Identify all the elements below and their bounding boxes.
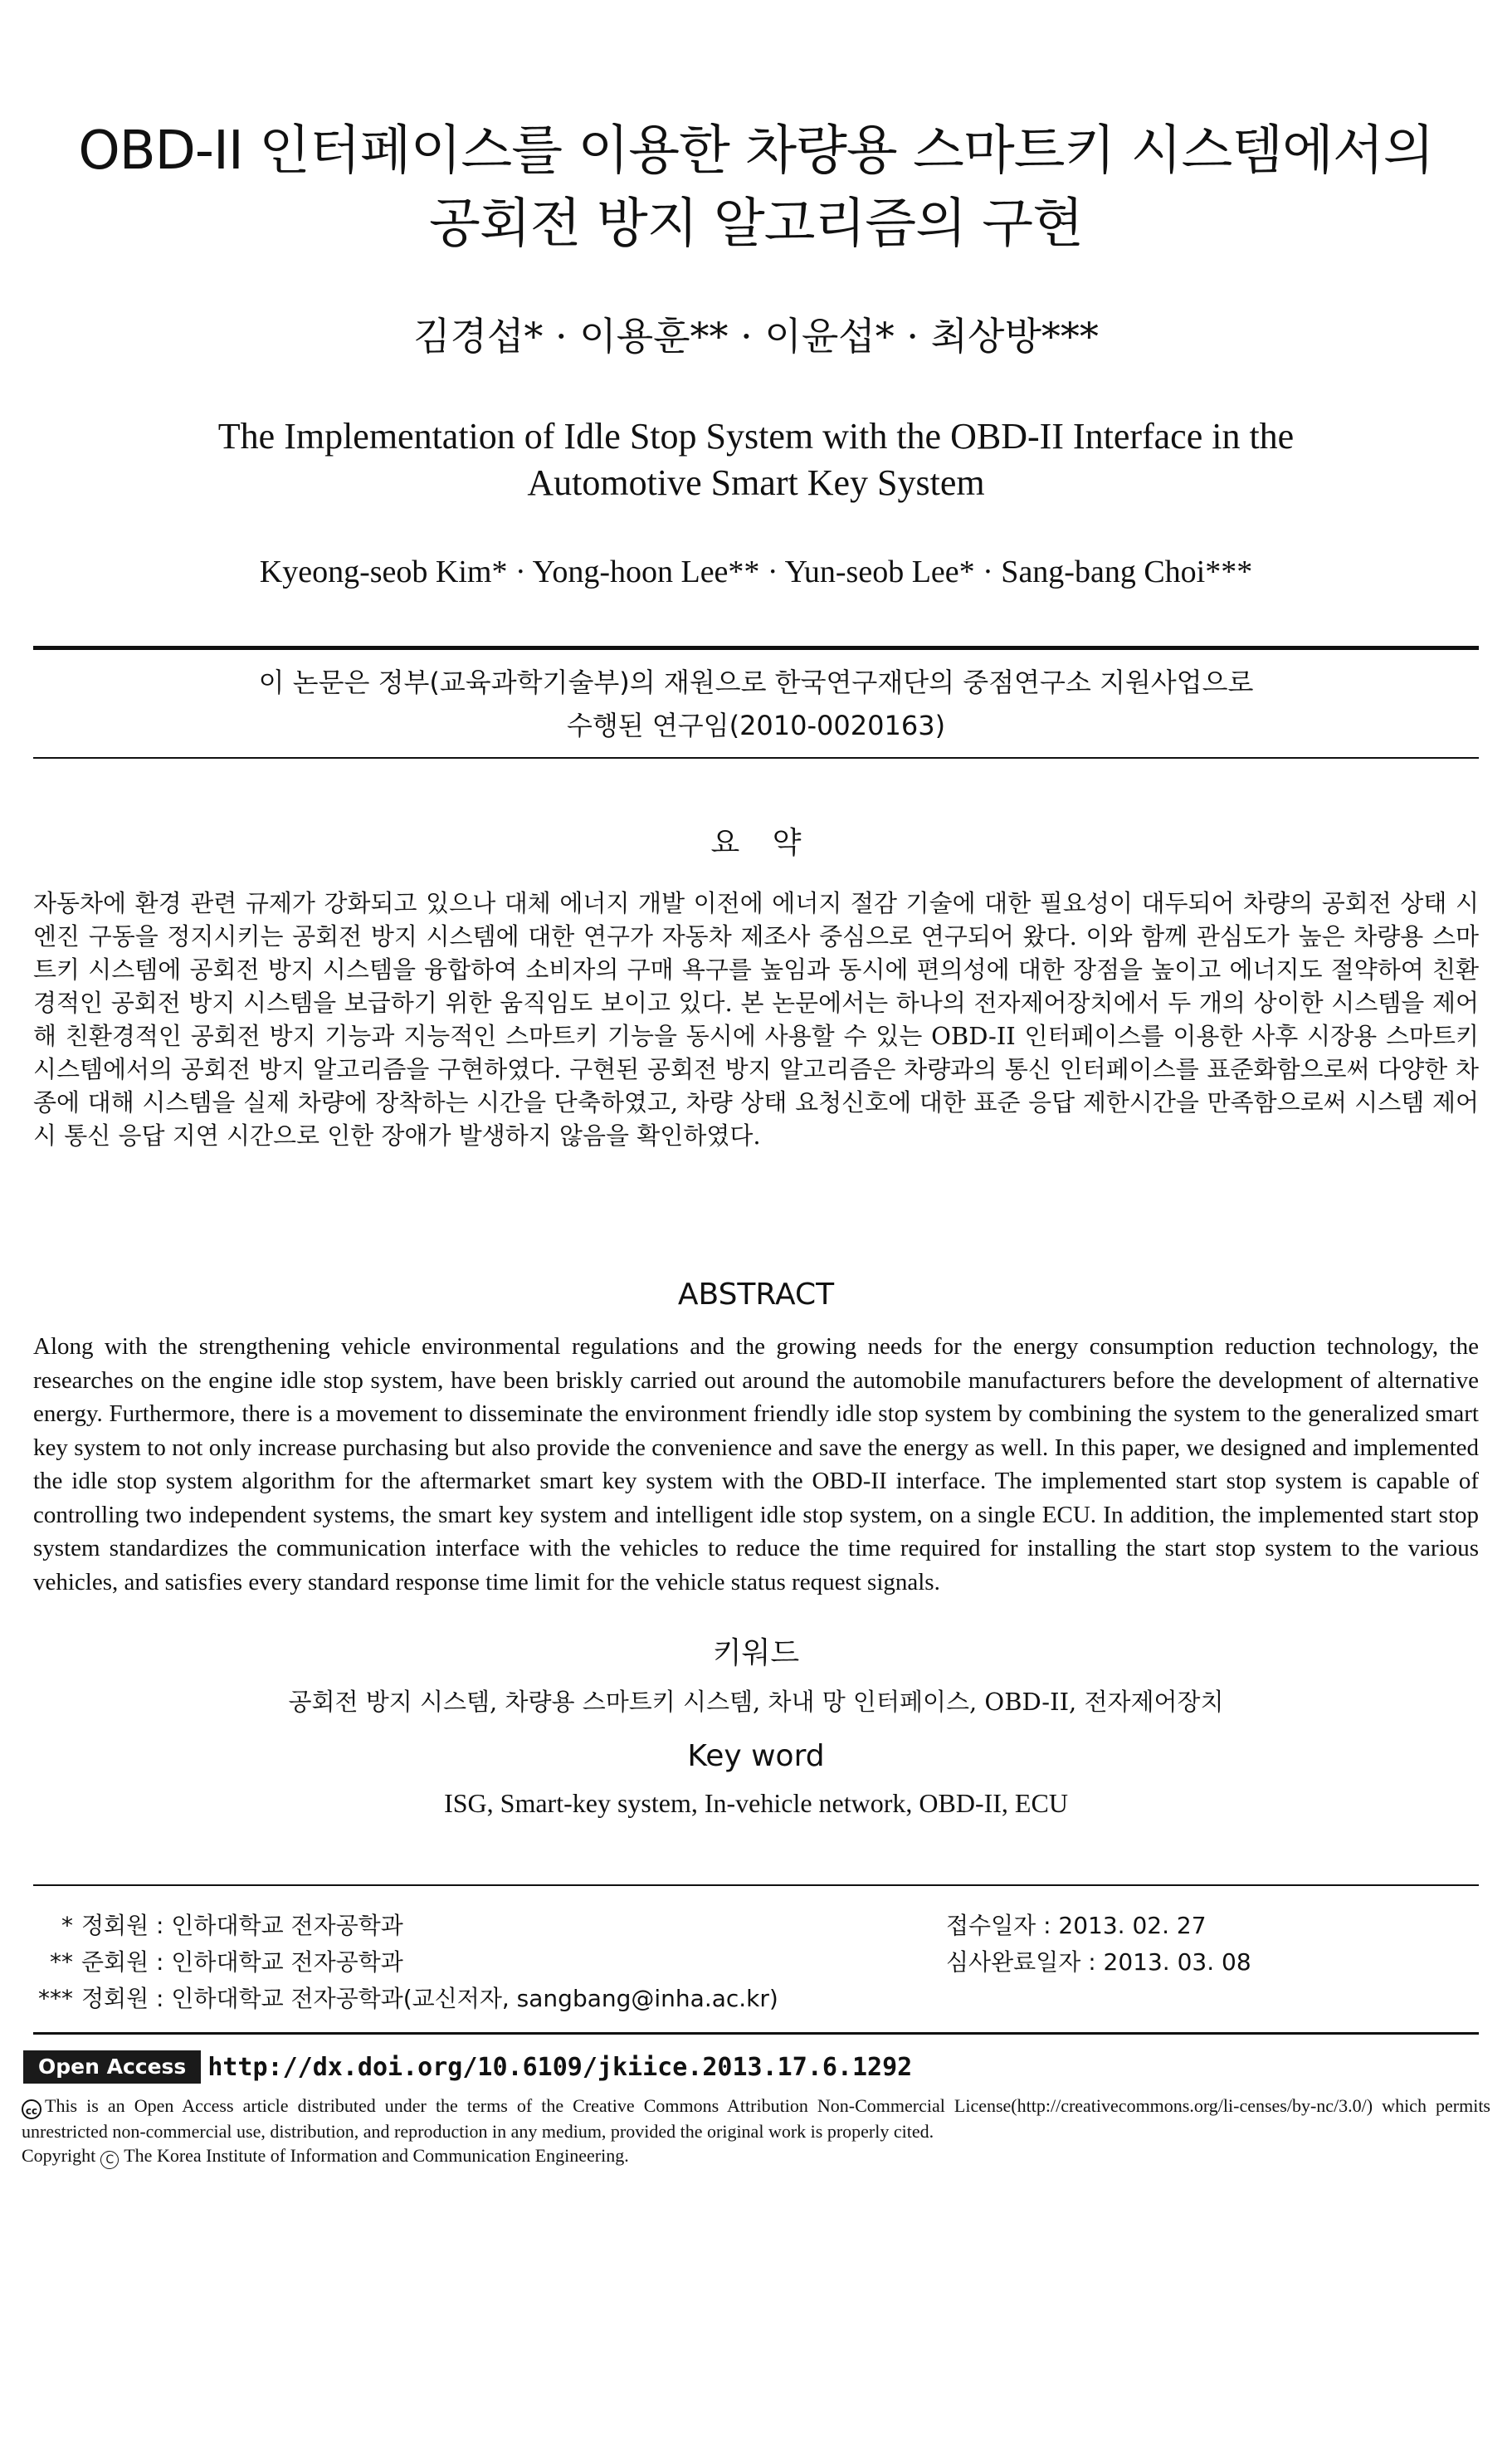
license-note xyxy=(22,2094,1490,2144)
top-rule xyxy=(33,646,1479,650)
open-access-badge: Open Access xyxy=(23,2050,201,2084)
review-completed-date: 심사완료일자 : 2013. 03. 08 xyxy=(946,1948,1251,1976)
affiliation-3 xyxy=(33,1981,946,2017)
funding-note-line-2: 수행된 연구임(2010-0020163) xyxy=(566,710,946,741)
submission-dates xyxy=(946,1908,1477,1981)
affiliation-2 xyxy=(33,1944,946,1981)
title-english xyxy=(100,413,1412,506)
abstract-korean-text: 자동차에 환경 관련 규제가 강화되고 있으나 대체 에너지 개발 이전에 에너지 절감 기술에 대한 필요성이 대두되어 차량의 공회전 상태 시 엔진 구동을 정지시키는 공회전 방지 시스템에 대한 연구가 자동차 제조사 중심으로 연구되어 왔다. 이와 함께 관심도가 높은 차량용 스마트키 시스템에 공회전 방지 시스템을 융합하여 소비자의 구매 욕구를 높임과 동시에 편의성에 대한 장점을 높이고 에너지도 절약하여 친환경적인 공회전 방지 시스템을 보급하기 위한 움직임도 보이고 있다. 본 논문에서는 하나의 전자제어장치에서 두 개의 상이한 시스템을 제어해 친환경적인 공회전 방지 기능과 지능적인 스마트키 기능을 동시에 사용할 수 있는 OBD-II 인터페이스를 이용한 사후 시장용 스마트키 시스템에서의 공회전 방지 알고리즘을 구현하였다. 구현된 공회전 방지 알고리즘은 차량과의 통신 인터페이스를 표준화함으로써 다양한 차종에 대해 시스템을 실제 차량에 장착하는 시간을 단축하였고, 차량 상태 요청신호에 대한 표준 응답 제한시간을 만족함으로써 시스템 제어 시 통신 응답 지연 시간으로 인한 장애가 발생하지 않음을 확인하였다. xyxy=(33,889,1479,1150)
doi-link[interactable]: http://dx.doi.org/10.6109/jkiice.2013.17.6.1292 xyxy=(207,2052,913,2082)
open-access-row xyxy=(23,2050,912,2084)
title-korean-line-1: OBD-II 인터페이스를 이용한 차량용 스마트키 시스템에서의 xyxy=(78,120,1434,182)
abstract-english-heading: ABSTRACT xyxy=(677,1278,835,1312)
copyright-line xyxy=(22,2143,1490,2169)
abstract-korean-heading: 요 약 xyxy=(710,826,802,860)
open-access-rule xyxy=(33,2032,1479,2035)
abstract-english-text: Along with the strengthening vehicle environmental regulations and the growing needs for the energy consumption reduction technology, the researches on the engine idle stop system, have been briskly carried out around the automobile manufacturers before the development of alternative energy. Furthermore, there is a movement to disseminate the environment friendly idle stop system by combining the system to the generalized smart key system to not only increase purchasing but also provide the convenience and save the energy as well. In this paper, we designed and implemented the idle stop system algorithm for the aftermarket smart key system with the OBD-II interface. The implemented start stop system is capable of controlling two independent systems, the smart key system and intelligent idle stop system, on a single ECU. In addition, the implemented start stop system standardizes the communication interface with the vehicles to reduce the time required for installing the start stop system to the various vehicles, and satisfies every standard response time limit for the vehicle status request signals. xyxy=(33,1333,1479,1595)
affiliation-text: 준회원 : 인하대학교 전자공학과 xyxy=(81,1948,403,1976)
funding-note-line-1: 이 논문은 정부(교육과학기술부)의 재원으로 한국연구재단의 중점연구소 지원사업으로 xyxy=(258,667,1254,698)
affiliation-mark: ** xyxy=(50,1948,73,1976)
authors-korean: 김경섭* · 이용훈** · 이윤섭* · 최상방*** xyxy=(413,314,1099,359)
keywords-korean-text: 공회전 방지 시스템, 차량용 스마트키 시스템, 차내 망 인터페이스, OBD-II, 전자제어장치 xyxy=(288,1688,1224,1716)
copyright-icon: C xyxy=(100,2151,119,2169)
keywords-korean-heading: 키워드 xyxy=(712,1636,800,1670)
title-korean xyxy=(33,115,1479,261)
creative-commons-icon: cc xyxy=(22,2099,41,2119)
received-date: 접수일자 : 2013. 02. 27 xyxy=(946,1912,1207,1939)
affiliation-mark: * xyxy=(61,1912,73,1939)
copyright-label: Copyright xyxy=(22,2145,96,2166)
license-text: This is an Open Access article distributed under the terms of the Creative Commons Attribution Non-Commercial License(http://creativecommons.org/li-censes/by-nc/3.0/) which permits unrestricted non-commercial use, distribution, and reproduction in any medium, provided the original work is properly cited. xyxy=(22,2095,1490,2142)
keywords-english-text: ISG, Smart-key system, In-vehicle network, OBD-II, ECU xyxy=(444,1788,1068,1818)
affiliation-text: 정회원 : 인하대학교 전자공학과 xyxy=(81,1912,403,1939)
title-korean-line-2: 공회전 방지 알고리즘의 구현 xyxy=(429,193,1083,255)
affiliation-1 xyxy=(33,1908,946,1944)
title-english-line-1: The Implementation of Idle Stop System with the OBD-II Interface in the xyxy=(217,416,1295,457)
funding-note xyxy=(50,661,1462,747)
affiliation-mark: *** xyxy=(38,1985,73,2012)
title-english-line-2: Automotive Smart Key System xyxy=(527,462,985,503)
affiliations xyxy=(33,1908,946,2017)
affiliation-text: 정회원 : 인하대학교 전자공학과(교신저자, sangbang@inha.ac.kr) xyxy=(81,1985,778,2012)
authors-english: Kyeong-seob Kim* · Yong-hoon Lee** · Yun-seob Lee* · Sang-bang Choi*** xyxy=(259,555,1253,589)
keywords-english-heading: Key word xyxy=(687,1739,825,1773)
funding-rule xyxy=(33,757,1479,759)
copyright-holder: The Korea Institute of Information and Communication Engineering. xyxy=(124,2145,629,2166)
footnote-rule xyxy=(33,1884,1479,1886)
